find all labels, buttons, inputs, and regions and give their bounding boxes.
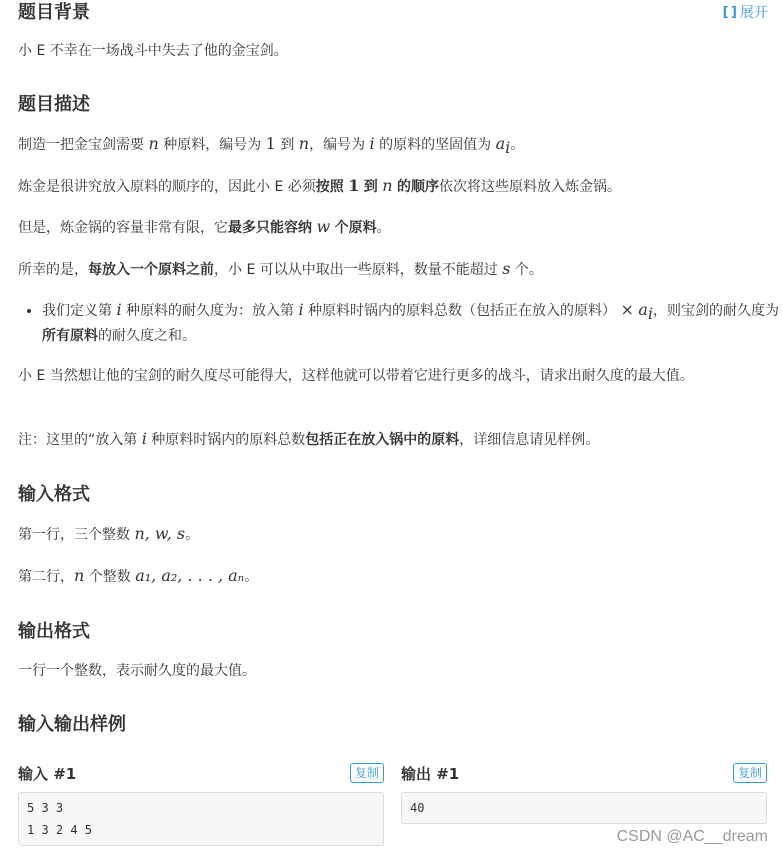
description-heading: 题目描述 xyxy=(18,94,90,115)
description-p2: 炼金是很讲究放入原料的顺序的，因此小 E 必须按照 1 到 n 的顺序依次将这些原料放入炼金锅。 xyxy=(18,176,622,195)
description-p4: 所幸的是，每放入一个原料之前，小 E 可以从中取出一些原料，数量不能超过 s 个。 xyxy=(18,259,543,278)
output-format-heading: 输出格式 xyxy=(18,621,90,642)
sample-output-code[interactable]: 40 xyxy=(401,792,767,824)
expand-label: 展开 xyxy=(740,5,768,21)
description-p6: 注：这里的“放入第 i 种原料时锅内的原料总数包括正在放入锅中的原料，详细信息请见样例。 xyxy=(18,429,600,448)
background-heading: 题目背景 xyxy=(18,2,90,23)
expand-icon: [ ] xyxy=(722,4,736,20)
input-format-line2: 第二行，n 个整数 a₁, a₂, . . . , aₙ。 xyxy=(18,566,259,585)
background-text: 小 E 不幸在一场战斗中失去了他的金宝剑。 xyxy=(18,43,288,59)
sample-output-block xyxy=(401,761,767,824)
input-format-line1: 第一行，三个整数 n, w, s。 xyxy=(18,524,200,543)
sample-input-title: 输入 #1 xyxy=(18,764,77,783)
samples-heading: 输入输出样例 xyxy=(18,714,126,735)
copy-input-button[interactable]: 复制 xyxy=(350,763,384,783)
output-format-text: 一行一个整数，表示耐久度的最大值。 xyxy=(18,663,256,679)
definition-list xyxy=(18,299,782,347)
expand-button[interactable] xyxy=(723,2,768,22)
description-p1: 制造一把金宝剑需要 n 种原料，编号为 1 到 n，编号为 i 的原料的坚固值为 $a_i$。 xyxy=(18,134,525,157)
description-p3: 但是，炼金锅的容量非常有限，它最多只能容纳 w 个原料。 xyxy=(18,217,391,236)
sample-input-block xyxy=(18,761,384,846)
list-item: • 我们定义第 i 种原料的耐久度为：放入第 i 种原料时锅内的原料总数（包括正在放入的原料） × $a_i$，则宝剑的耐久度为所有原料的耐久度之和。 xyxy=(42,299,782,347)
copy-output-button[interactable]: 复制 xyxy=(733,763,767,783)
sample-output-title: 输出 #1 xyxy=(401,764,460,783)
input-format-heading: 输入格式 xyxy=(18,484,90,505)
watermark: CSDN @AC__dream xyxy=(616,828,768,845)
sample-input-code[interactable]: 5 3 3 1 3 2 4 5 xyxy=(18,792,384,846)
description-p5: 小 E 当然想让他的宝剑的耐久度尽可能得大，这样他就可以带着它进行更多的战斗，请求出耐久度的最大值。 xyxy=(18,368,694,384)
